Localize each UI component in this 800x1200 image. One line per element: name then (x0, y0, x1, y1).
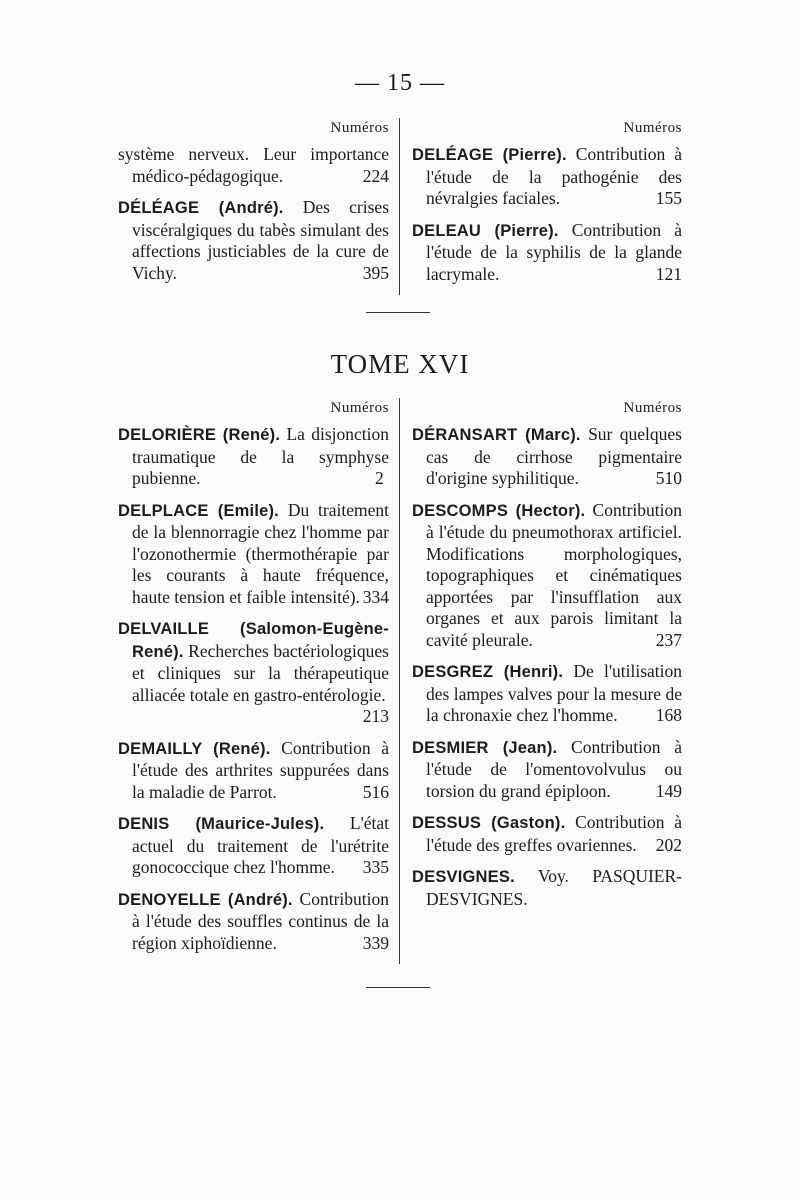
index-entry (118, 424, 389, 490)
index-entry (412, 866, 682, 910)
thesis-title: Contribution à l'étude de l'omentovolvulus ou torsion du grand épiploon. (426, 736, 682, 801)
entry-text: DELORIÈRE (René). La disjonction traumatique de la symphyse pubienne. 2 (118, 424, 390, 488)
entry-text (118, 813, 389, 879)
entry-text (412, 661, 682, 727)
thesis-title: Du traitement de la blennorragie chez l'homme par l'ozonothermie (thermothérapie par les courants à haute fréquence, haute tension et faible intensité). (132, 499, 389, 607)
index-block-bottom (118, 398, 683, 964)
index-entry (412, 220, 682, 286)
index-entry (412, 500, 682, 652)
index-entry (412, 144, 682, 210)
entry-text (118, 500, 389, 609)
thesis-title: L'état actuel du traitement de l'urétrite gonococcique chez l'homme. (132, 813, 389, 877)
thesis-number: 516 (362, 781, 389, 802)
column-left (118, 118, 400, 295)
entry-text (118, 197, 389, 284)
thesis-number: 155 (655, 188, 682, 208)
thesis-number: 334 (362, 586, 389, 607)
entry-text (412, 220, 682, 286)
thesis-number: 510 (655, 468, 682, 488)
entry-text (412, 737, 682, 803)
entry-list (412, 424, 682, 910)
author-name: DESMIER (Jean). (412, 738, 558, 757)
column-header: Numéros (330, 120, 389, 136)
column-right (400, 118, 682, 295)
entry-list (412, 144, 682, 285)
thesis-title: Contribution à l'étude du pneumothorax artificiel. Modifications morphologiques, topographiques et cinématiques apportées par l'insufflation aux organes et aux parois limitant la cavité pleurale. (426, 499, 682, 650)
index-entry (118, 738, 389, 804)
thesis-title: Recherches bactériologiques et cliniques sur la thérapeutique alliacée totale en gastro-entérologie. (132, 640, 389, 705)
entry-text (118, 889, 389, 955)
index-entry (118, 889, 389, 955)
index-entry (118, 813, 389, 879)
thesis-title: système nerveux. Leur importance médico-pédagogique. (118, 144, 389, 186)
index-entry (118, 618, 389, 728)
author-name: DELEAU (Pierre). (412, 221, 559, 240)
index-entry (412, 812, 682, 856)
author-name: DELORIÈRE (René). (118, 426, 281, 444)
thesis-title: Contribution à l'étude des greffes ovariennes. (426, 812, 682, 855)
thesis-number: 237 (655, 629, 682, 650)
column-left (118, 398, 400, 964)
thesis-title: La disjonction traumatique de la symphyse pubienne. (132, 424, 390, 488)
entry-text (412, 812, 682, 856)
author-name: DESCOMPS (Hector). (412, 501, 586, 520)
index-entry (118, 500, 389, 609)
author-name: DESVIGNES. (412, 868, 515, 886)
page-number: — 15 — (355, 70, 445, 96)
section-divider (366, 987, 430, 988)
thesis-title: Contribution à l'étude de la pathogénie des névralgies faciales. (426, 144, 682, 208)
thesis-number: 339 (362, 932, 389, 953)
thesis-title: Contribution à l'étude des souffles continus de la région xiphoïdienne. (132, 888, 390, 953)
thesis-number: 335 (362, 857, 389, 877)
index-entry (118, 197, 389, 284)
index-entry (118, 144, 389, 187)
column-header: Numéros (623, 400, 682, 416)
column-header: Numéros (623, 120, 682, 136)
entry-text (118, 618, 389, 726)
thesis-number: 168 (655, 705, 682, 725)
thesis-title: Sur quelques cas de cirrhose pigmentaire d'origine syphilitique. (426, 424, 682, 488)
thesis-title: Contribution à l'étude des arthrites suppurées dans la maladie de Parrot. (132, 737, 389, 802)
thesis-title: De l'utilisation des lampes valves pour la mesure de la chronaxie chez l'homme. (426, 661, 682, 725)
entry-text (412, 866, 682, 910)
index-entry (412, 424, 682, 490)
thesis-title: Voy. PASQUIER-DESVIGNES. (426, 866, 682, 909)
entry-list (118, 144, 389, 284)
author-name: DELVAILLE (Salomon-Eugène-René). (118, 620, 389, 661)
entry-text (118, 144, 389, 187)
entry-text (412, 500, 682, 652)
index-block-top (118, 118, 683, 295)
entry-text (412, 144, 682, 210)
entry-text (412, 424, 682, 490)
author-name: DELÉAGE (Pierre). (412, 146, 567, 164)
thesis-number: 395 (362, 262, 389, 283)
thesis-number: 224 (362, 165, 389, 186)
author-name: DELPLACE (Emile). (118, 501, 279, 520)
section-divider (366, 312, 430, 313)
column-right (400, 398, 682, 964)
author-name: DESGREZ (Henri). (412, 663, 564, 681)
thesis-number: 121 (655, 263, 682, 284)
entry-list (118, 424, 389, 954)
section-title: TOME XVI (330, 349, 470, 379)
thesis-title: Contribution à l'étude de la syphilis de la glande lacrymale. (426, 219, 683, 284)
author-name: DÉRANSART (Marc). (412, 426, 581, 444)
author-name: DEMAILLY (René). (118, 739, 271, 758)
thesis-title: Des crises viscéralgiques du tabès simulant des affections justiciables de la cure de Vichy. (132, 197, 389, 283)
thesis-number: 149 (655, 780, 682, 801)
thesis-number: 202 (655, 834, 682, 855)
author-name: DESSUS (Gaston). (412, 814, 566, 832)
index-entry (412, 661, 682, 727)
column-header: Numéros (330, 400, 389, 416)
author-name: DÉLÉAGE (André). (118, 199, 284, 217)
thesis-number: 213 (362, 706, 389, 726)
author-name: DENIS (Maurice-Jules). (118, 815, 325, 833)
entry-text (118, 738, 389, 804)
index-entry (412, 737, 682, 803)
author-name: DENOYELLE (André). (118, 890, 293, 909)
